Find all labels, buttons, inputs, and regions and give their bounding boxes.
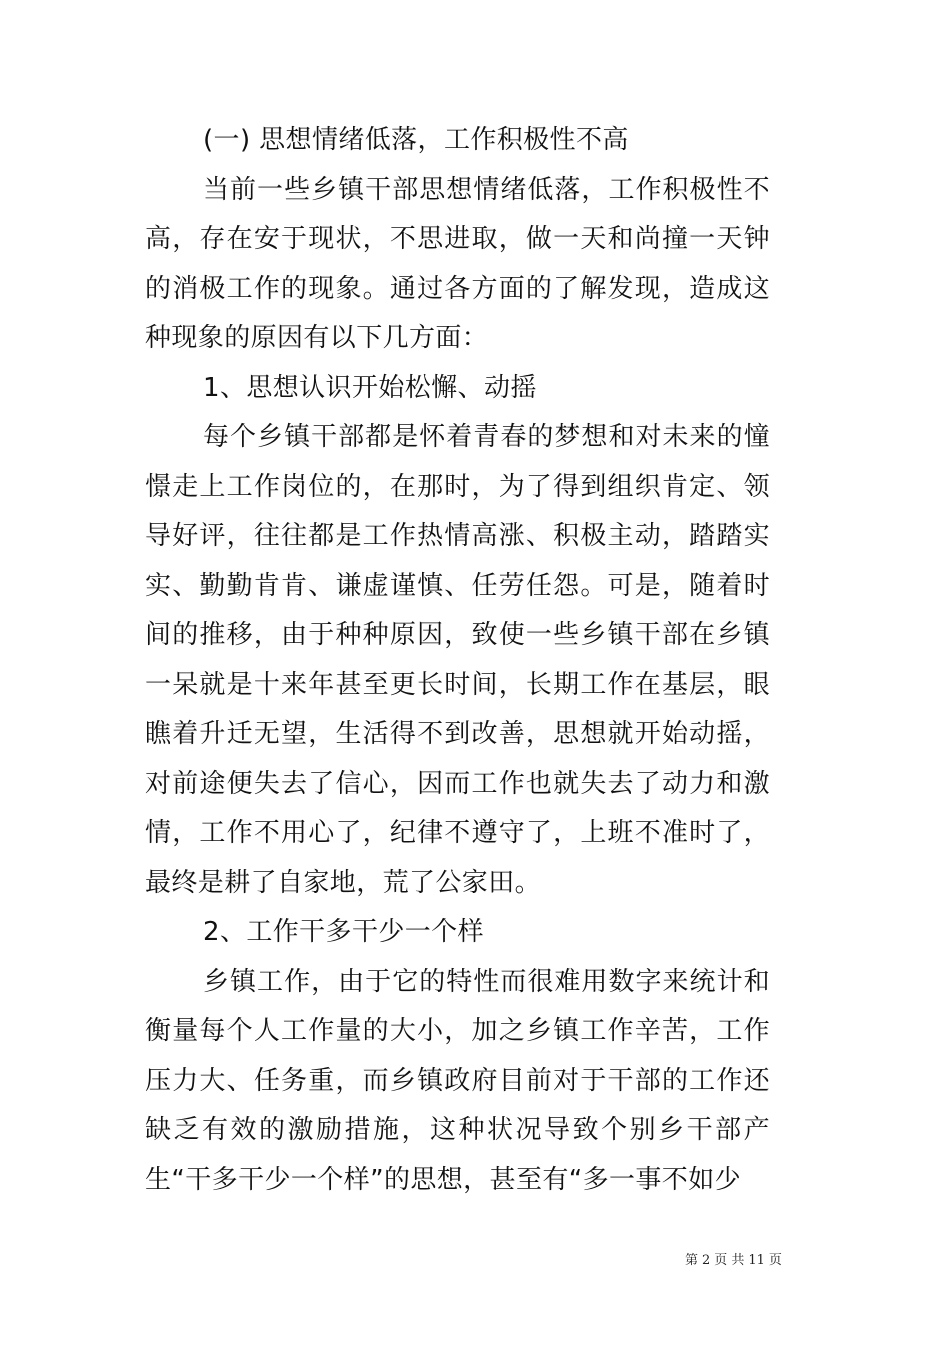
footer-page-word: 页 <box>714 1253 728 1268</box>
subsection-2-heading: 2、工作干多干少一个样 <box>203 917 484 947</box>
document-body <box>145 116 770 1205</box>
footer-total-pages: 11 <box>748 1253 765 1268</box>
subsection-1-heading: 1、思想认识开始松懈、动摇 <box>203 372 537 403</box>
footer-total-prefix: 共 <box>731 1253 745 1268</box>
footer-page-prefix: 第 <box>685 1253 699 1268</box>
subsection-2-paragraph: 乡镇工作，由于它的特性而很难用数字来统计和衡量每个人工作量的大小，加之乡镇工作辛苦，工作压力大、任务重，而乡镇政府目前对于干部的工作还缺乏有效的激励措施，这种状况导致个别乡干部产生“干多干少一个样”的思想，甚至有“多一事不如少 <box>145 966 770 1195</box>
page-footer <box>685 1249 885 1268</box>
footer-total-word: 页 <box>768 1253 782 1268</box>
section-heading: (一) 思想情绪低落，工作积极性不高 <box>203 125 629 155</box>
footer-page-number: 2 <box>702 1253 711 1268</box>
intro-paragraph: 当前一些乡镇干部思想情绪低落，工作积极性不高，存在安于现状，不思进取，做一天和尚撞一天钟的消极工作的现象。通过各方面的了解发现，造成这种现象的原因有以下几方面： <box>145 174 770 353</box>
subsection-1-paragraph: 每个乡镇干部都是怀着青春的梦想和对未来的憧憬走上工作岗位的，在那时，为了得到组织肯定、领导好评，往往都是工作热情高涨、积极主动，踏踏实实、勤勤肯肯、谦虚谨慎、任劳任怨。可是，随着时间的推移，由于种种原因，致使一些乡镇干部在乡镇一呆就是十来年甚至更长时间，长期工作在基层，眼瞧着升迁无望，生活得不到改善，思想就开始动摇，对前途便失去了信心，因而工作也就失去了动力和激情，工作不用心了，纪律不遵守了，上班不准时了，最终是耕了自家地，荒了公家田。 <box>145 422 770 898</box>
